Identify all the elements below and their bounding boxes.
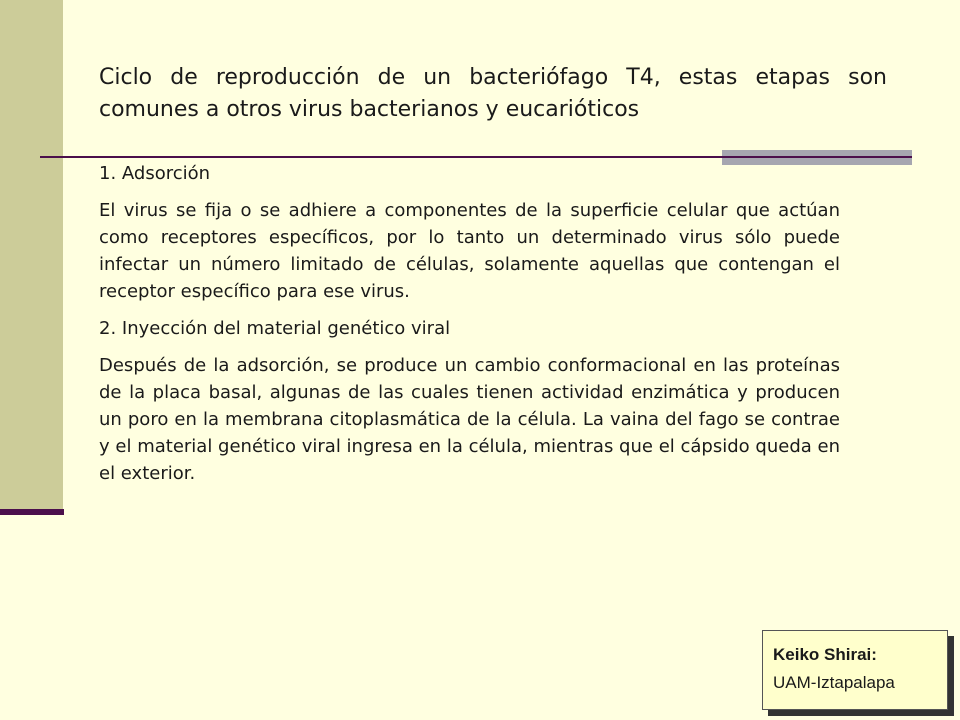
section-heading-inyeccion: 2. Inyección del material genético viral xyxy=(99,318,451,339)
credit-box xyxy=(762,630,948,710)
section-heading-adsorcion: 1. Adsorción xyxy=(99,163,211,184)
slide-title: Ciclo de reproducción de un bacteriófago T4, estas etapas son comunes a otros virus bacterianos y eucarióticos xyxy=(99,65,887,122)
section-text-adsorcion: El virus se fija o se adhiere a componentes de la superficie celular que actúan como receptores específicos, por lo tanto un determinado virus sólo puede infectar un número limitado de células, solamente aquellas que contengan el receptor específico para ese virus. xyxy=(99,200,840,302)
left-decorative-bar xyxy=(0,509,64,515)
slide-body xyxy=(99,160,840,497)
credit-institution: UAM-Iztapalapa xyxy=(773,673,895,692)
section-text-inyeccion: Después de la adsorción, se produce un cambio conformacional en las proteínas de la placa basal, algunas de las cuales tienen actividad enzimática y producen un poro en la membrana citoplasmática de la célula. La vaina del fago se contrae y el material genético viral ingresa en la célula, mientras que el cápsido queda en el exterior. xyxy=(99,355,840,484)
left-decorative-band xyxy=(0,0,63,511)
title-divider xyxy=(40,156,912,158)
credit-author: Keiko Shirai: xyxy=(773,645,877,664)
